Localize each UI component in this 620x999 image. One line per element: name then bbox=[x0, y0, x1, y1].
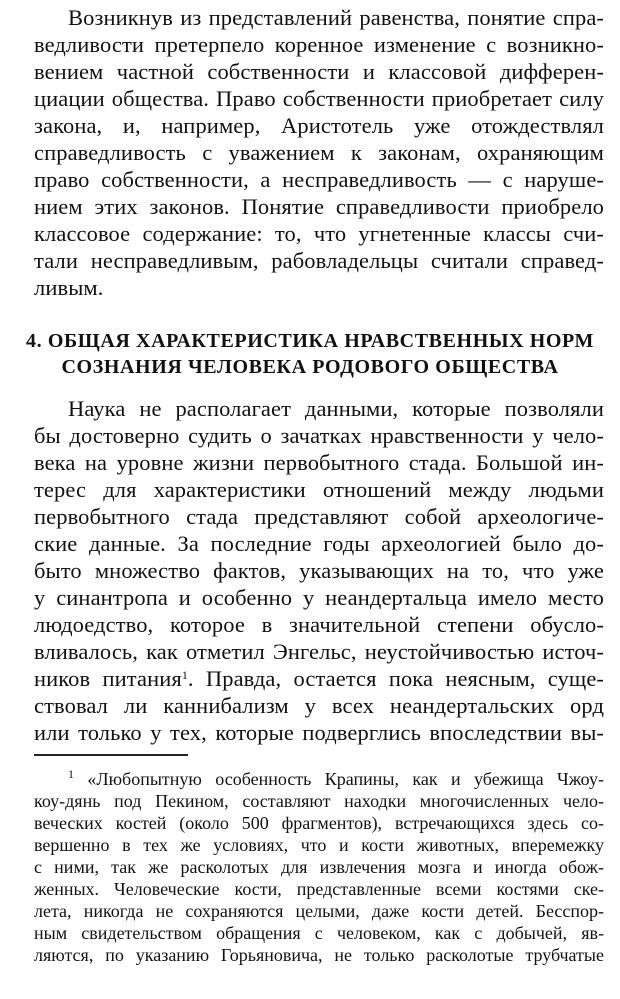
text-line: закона, и, например, Аристотель уже отождествлял bbox=[34, 113, 604, 138]
section-heading-line-1: 4. ОБЩАЯ ХАРАКТЕРИСТИКА НРАВСТВЕННЫХ НОРМ bbox=[26, 330, 594, 352]
text-line: ливым. bbox=[34, 275, 104, 300]
footnote-line: лета, никогда не сохраняются целыми, даже кости детей. Бесспор- bbox=[34, 901, 604, 921]
text-line: ствовал ли каннибализм у всех неандертальских орд bbox=[34, 693, 604, 718]
text-line: Возникнув из представлений равенства, понятие спра- bbox=[68, 5, 604, 30]
footnote-line: вершенно в тех же условиях, что и кости животных, вперемежку bbox=[34, 835, 604, 855]
text-line: циации общества. Право собственности приобретает силу bbox=[34, 86, 604, 111]
footnote-line: ляются, по указанию Горьяновича, не только расколотые трубчатые bbox=[34, 945, 604, 965]
text-line bbox=[34, 665, 604, 692]
footnote-reference[interactable]: 1 bbox=[181, 668, 188, 682]
text-line: века на уровне жизни первобытного стада. Большой ин- bbox=[34, 450, 604, 475]
text-line: бы достоверно судить о зачатках нравственности у чело- bbox=[34, 423, 604, 448]
footnote-line: ным свидетельством обращения с человеком, как с добычей, яв- bbox=[34, 923, 604, 943]
text-line: нием этих законов. Понятие справедливости приобрело bbox=[34, 194, 604, 219]
footnote-separator bbox=[34, 754, 188, 756]
text-line: вением частной собственности и классовой дифферен- bbox=[34, 59, 604, 84]
text-line: первобытного стада представляют собой археологиче- bbox=[34, 504, 604, 529]
footnote-line: веческих костей (около 500 фрагментов), встречающихся здесь со- bbox=[34, 813, 604, 833]
text-span: . Правда, остается пока неясным, суще- bbox=[187, 666, 605, 691]
text-line: или только у тех, которые подверглись впоследствии вы- bbox=[34, 720, 604, 745]
text-span: «Любопытную особенность Крапины, как и убежища Чжоу- bbox=[74, 769, 604, 789]
text-line: людоедство, которое в значительной степени обусло- bbox=[34, 612, 604, 637]
text-line: ские данные. За последние годы археологией было до- bbox=[34, 531, 604, 556]
section-heading-line-2: СОЗНАНИЯ ЧЕЛОВЕКА РОДОВОГО ОБЩЕСТВА bbox=[61, 356, 559, 378]
footnote-marker: 1 bbox=[68, 767, 74, 781]
text-line: ведливости претерпело коренное изменение с возникно- bbox=[34, 32, 604, 57]
footnote-line: женных. Человеческие кости, представленные всеми костями ске- bbox=[34, 879, 604, 899]
footnote-line bbox=[68, 768, 604, 790]
text-line: Наука не располагает данными, которые позволяли bbox=[68, 396, 604, 421]
text-line: классовое содержание: то, что угнетенные классы счи- bbox=[34, 221, 604, 246]
text-line: право собственности, а несправедливость — с наруше- bbox=[34, 167, 604, 192]
text-line: быто множество фактов, указывающих на то, что уже bbox=[34, 558, 604, 583]
text-line: у синантропа и особенно у неандертальца имело место bbox=[34, 585, 604, 610]
text-line: тали несправедливым, рабовладельцы считали справед- bbox=[34, 248, 604, 273]
text-line: вливалось, как отметил Энгельс, неустойчивостью источ- bbox=[34, 639, 604, 664]
text-line: справедливость с уважением к законам, охраняющим bbox=[34, 140, 604, 165]
text-span: ников питания bbox=[34, 666, 182, 691]
footnote-line: коу-дянь под Пекином, составляют находки многочисленных чело- bbox=[34, 791, 604, 811]
footnote-line: с ними, так же расколотых для извлечения мозга и иногда обож- bbox=[34, 857, 604, 877]
text-line: терес для характеристики отношений между людьми bbox=[34, 477, 604, 502]
